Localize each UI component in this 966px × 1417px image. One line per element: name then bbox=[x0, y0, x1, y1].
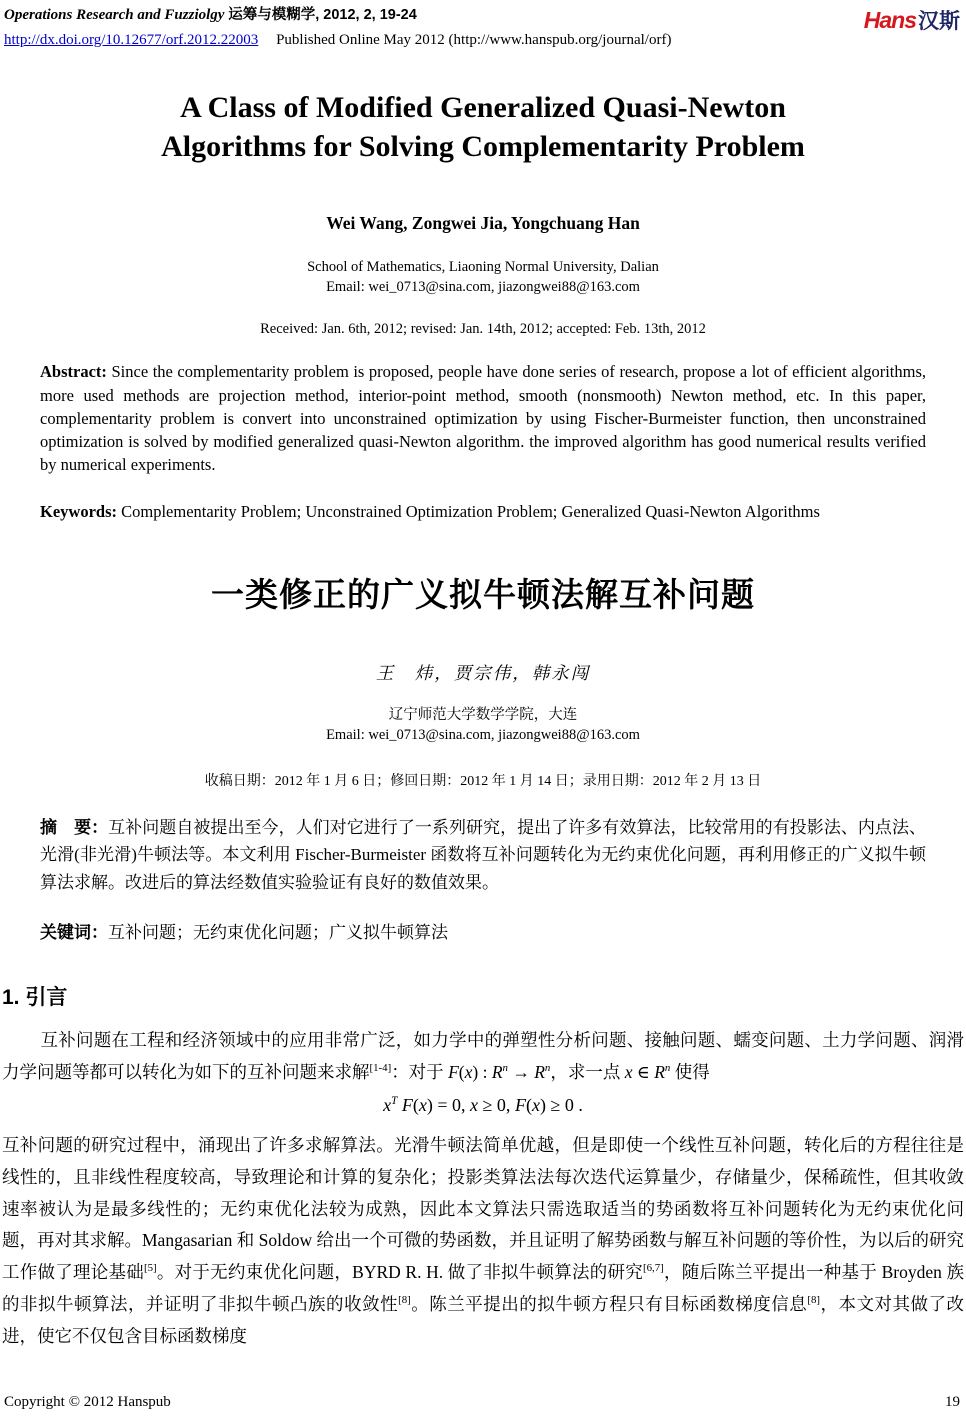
page-header bbox=[0, 0, 966, 52]
journal-title-en: Operations Research and Fuzziolgy bbox=[4, 7, 225, 23]
keywords-text: Complementarity Problem; Unconstrained Optimization Problem; Generalized Quasi-Newton Algorithms bbox=[121, 501, 820, 521]
keywords-cn-label: 关键词： bbox=[40, 923, 108, 943]
article-title-en-line2: Algorithms for Solving Complementarity Problem bbox=[161, 130, 805, 164]
authors-en: Wei Wang, Zongwei Jia, Yongchuang Han bbox=[326, 213, 640, 234]
hanspub-logo bbox=[864, 5, 962, 35]
keywords-en bbox=[40, 500, 926, 523]
hanspub-logo-cn: 汉斯 bbox=[918, 10, 960, 33]
published-info: Published Online May 2012 (http://www.hanspub.org/journal/orf) bbox=[276, 31, 672, 48]
abstract-label: Abstract: bbox=[40, 362, 107, 382]
page-number: 19 bbox=[945, 1394, 960, 1410]
article-title-cn: 一类修正的广义拟牛顿法解互补问题 bbox=[211, 575, 755, 613]
authors-cn: 王 炜，贾宗伟，韩永闯 bbox=[375, 662, 591, 683]
journal-info bbox=[4, 5, 671, 52]
email-line-cn: Email: wei_0713@sina.com, jiazongwei88@163.com bbox=[326, 727, 640, 744]
page-footer bbox=[4, 1394, 960, 1411]
journal-title-line bbox=[4, 5, 671, 27]
email-line-en: Email: wei_0713@sina.com, jiazongwei88@163.com bbox=[326, 278, 640, 295]
keywords-cn bbox=[40, 918, 926, 943]
received-dates-cn: 收稿日期：2012 年 1 月 6 日；修回日期：2012 年 1 月 14 日；录用日期：2012 年 2 月 13 日 bbox=[204, 773, 762, 789]
doi-line bbox=[4, 30, 671, 52]
journal-title-cn: 运筹与模糊学, 2012, 2, 19-24 bbox=[228, 7, 417, 23]
affiliation-en: School of Mathematics, Liaoning Normal University, Dalian bbox=[307, 259, 659, 276]
affiliation-cn: 辽宁师范大学数学学院，大连 bbox=[388, 706, 578, 723]
abstract-text: Since the complementarity problem is proposed, people have done series of research, propose a lot of efficient algorithms, more used methods are projection method, interior-point method, smooth (nonsmooth) Newton method, etc. In this paper, complementarity problem is convert into unconstrained optimization by using Fischer-Burmeister function, then unconstrained optimization is solved by modified generalized quasi-Newton algorithm. the improved algorithm has good numerical results verified by numerical experiments. bbox=[40, 362, 927, 474]
section-1-heading: 1. 引言 bbox=[2, 986, 68, 1010]
abstract-cn-label: 摘 要： bbox=[40, 817, 109, 837]
abstract-cn-text: 互补问题自被提出至今，人们对它进行了一系列研究，提出了许多有效算法，比较常用的有投影法、内点法、光滑(非光滑)牛顿法等。本文利用 Fischer-Burmeister 函数将互补问题转化为无约束优化问题，再利用修正的广义拟牛顿算法求解。改进后的算法经数值实验验证有良好的数值效果。 bbox=[40, 817, 927, 892]
complementarity-formula: $x^T$ F(x) = 0, x ≥ 0, F(x) ≥ 0 . bbox=[383, 1094, 583, 1115]
keywords-cn-text: 互补问题；无约束优化问题；广义拟牛顿算法 bbox=[108, 923, 448, 943]
copyright-text: Copyright © 2012 Hanspub bbox=[4, 1394, 171, 1410]
doi-link[interactable]: http://dx.doi.org/10.12677/orf.2012.22003 bbox=[4, 31, 259, 48]
body-paragraph-2: 互补问题的研究过程中，涌现出了许多求解算法。光滑牛顿法简单优越，但是即使一个线性互补问题，转化后的方程往往是线性的，且非线性程度较高，导致理论和计算的复杂化；投影类算法法每次迭代运算量少，存储量少，保稀疏性，但其收敛速率被认为是最多线性的；无约束优化法较为成熟，因此本文算法只需选取适当的势函数将互补问题转化为无约束优化问题，再对其求解。Mangasarian 和 Soldow 给出一个可微的势函数，并且证明了解势函数与解互补问题的等价性，为以后的研究工作做了理论基础[5]。对于无约束优化问题，BYRD R. H. 做了非拟牛顿算法的研究[6,7]，随后陈兰平提出一种基于 Broyden 族的非拟牛顿算法，并证明了非拟牛顿凸族的收敛性[8]。陈兰平提出的拟牛顿方程只有目标函数梯度信息[8]，本文对其做了改进，使它不仅包含目标函数梯度 bbox=[2, 1134, 965, 1346]
hanspub-logo-en: Hans bbox=[863, 7, 916, 33]
intro-paragraph: 互补问题在工程和经济领域中的应用非常广泛，如力学中的弹塑性分析问题、接触问题、蠕变问题、土力学问题、润滑力学问题等都可以转化为如下的互补问题来求解[1-4]：对于 F(x) : $R^n \to R^n$，求一点 x ∈ $R^n$ 使得 bbox=[2, 1030, 964, 1082]
article-title-en bbox=[30, 88, 936, 168]
abstract-cn bbox=[40, 814, 926, 897]
article-title-en-line1: A Class of Modified Generalized Quasi-Newton bbox=[180, 90, 786, 124]
keywords-label: Keywords: bbox=[40, 501, 117, 521]
abstract-en bbox=[40, 360, 926, 475]
received-dates-en: Received: Jan. 6th, 2012; revised: Jan. 14th, 2012; accepted: Feb. 13th, 2012 bbox=[260, 321, 706, 338]
